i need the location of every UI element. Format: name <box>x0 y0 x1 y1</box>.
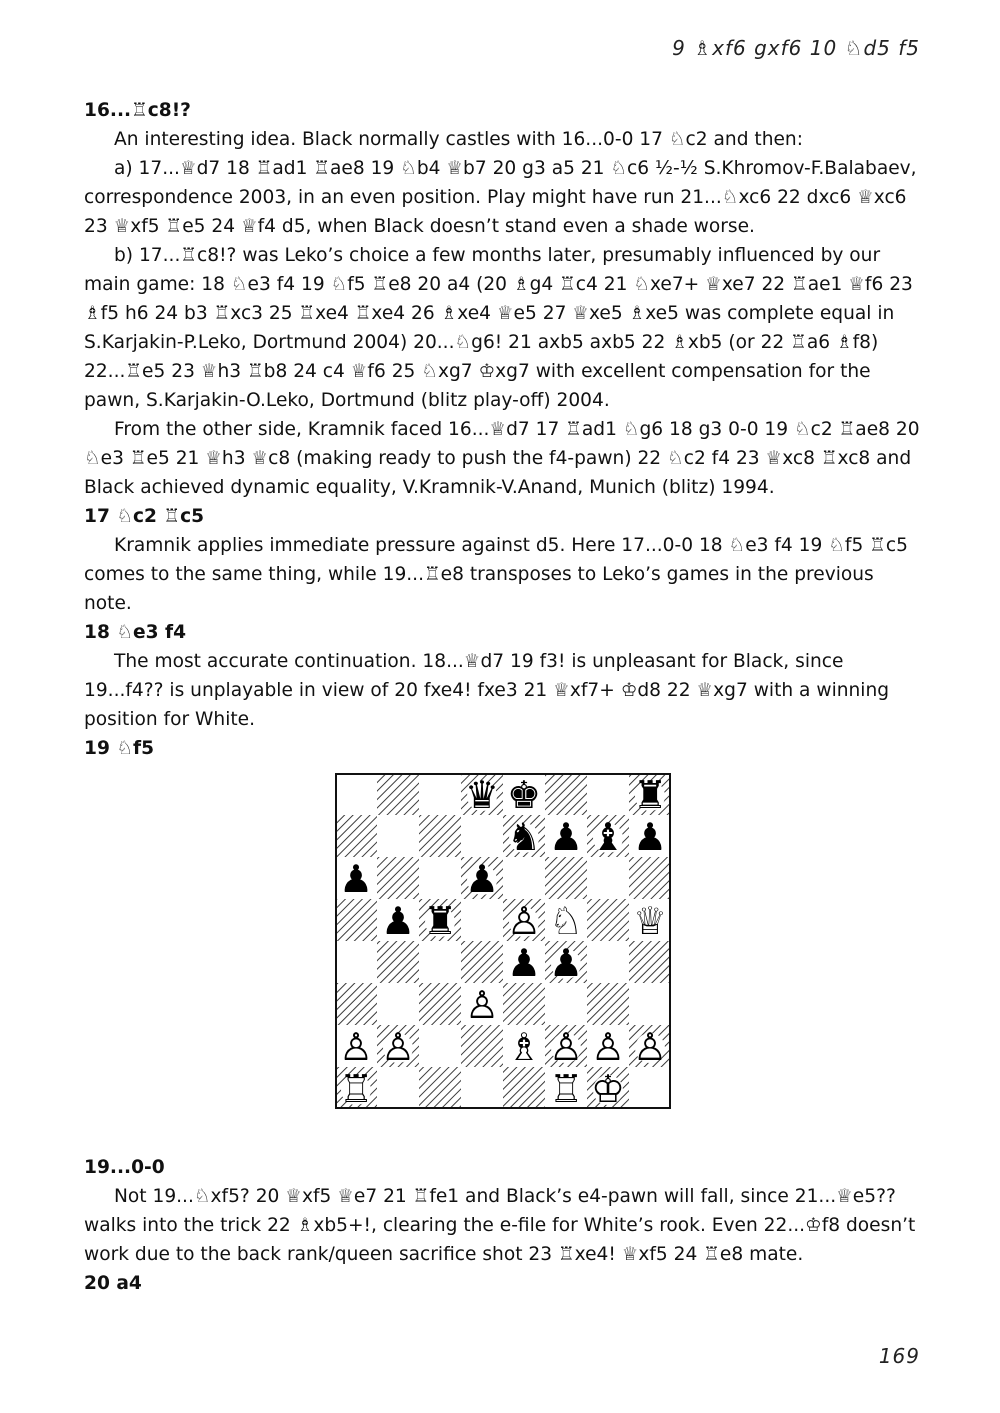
square-h4 <box>629 941 671 983</box>
square-c2 <box>419 1025 461 1067</box>
square-c4 <box>419 941 461 983</box>
body-paragraph: Not 19...♘xf5? 20 ♕xf5 ♕e7 21 ♖fe1 and Black’s e4-pawn will fall, since 21...♕e5?? walks into the trick 22 ♗xb5+!, clearing the e-file for White’s rook. Even 22...♔f8 doesn’t work due to the back rank/queen sacrifice shot 23 ♖xe4! ♕xf5 24 ♖e8 mate. <box>84 1186 916 1265</box>
square-e3 <box>503 983 545 1025</box>
black-piece-h7: ♟ <box>632 815 668 859</box>
white-piece-e5: ♙ <box>506 899 542 943</box>
square-g5 <box>587 899 629 941</box>
square-a8 <box>335 773 377 815</box>
black-piece-e7: ♞ <box>506 815 542 859</box>
white-piece-g1: ♔ <box>590 1067 626 1109</box>
square-c1 <box>419 1067 461 1109</box>
move-heading: 16...♖c8!? <box>84 100 191 121</box>
square-g8 <box>587 773 629 815</box>
move-heading: 19...0-0 <box>84 1157 165 1178</box>
square-b3 <box>377 983 419 1025</box>
move-heading: 18 ♘e3 f4 <box>84 622 187 643</box>
square-d5 <box>461 899 503 941</box>
square-c6 <box>419 857 461 899</box>
white-piece-g2: ♙ <box>590 1025 626 1069</box>
square-a4 <box>335 941 377 983</box>
square-c8 <box>419 773 461 815</box>
black-piece-f4: ♟ <box>548 941 584 985</box>
square-h1 <box>629 1067 671 1109</box>
white-piece-b2: ♙ <box>380 1025 416 1069</box>
running-head: 9 ♗xf6 gxf6 10 ♘d5 f5 <box>672 36 920 60</box>
square-c7 <box>419 815 461 857</box>
white-piece-h2: ♙ <box>632 1025 668 1069</box>
square-h6 <box>629 857 671 899</box>
move-heading: 20 a4 <box>84 1273 142 1294</box>
square-d7 <box>461 815 503 857</box>
black-piece-g7: ♝ <box>590 815 626 859</box>
body-paragraph: a) 17...♕d7 18 ♖ad1 ♖ae8 19 ♘b4 ♕b7 20 g3 a5 21 ♘c6 ½-½ S.Khromov-F.Balabaev, correspondence 2003, in an even position. Play might have run 21...♘xc6 22 dxc6 ♕xc6 23 ♕xf5 ♖e5 24 ♕f4 d5, when Black doesn’t stand even a shade worse. <box>84 158 917 237</box>
white-piece-f5: ♘ <box>548 899 584 943</box>
square-g3 <box>587 983 629 1025</box>
white-piece-e2: ♗ <box>506 1025 542 1069</box>
body-paragraph: Kramnik applies immediate pressure against d5. Here 17...0-0 18 ♘e3 f4 19 ♘f5 ♖c5 comes to the same thing, while 19...♖e8 transposes to Leko’s games in the previous note. <box>84 535 908 614</box>
square-b7 <box>377 815 419 857</box>
square-f8 <box>545 773 587 815</box>
body-paragraph: b) 17...♖c8!? was Leko’s choice a few months later, presumably influenced by our main game: 18 ♘e3 f4 19 ♘f5 ♖e8 20 a4 (20 ♗g4 ♖c4 21 ♘xe7+ ♕xe7 22 ♖ae1 ♕f6 23 ♗f5 h6 24 b3 ♖xc3 25 ♖xe4 ♖xe4 26 ♗xe4 ♕e5 27 ♕xe5 ♗xe5 was complete equal in S.Karjakin-P.Leko, Dortmund 2004) 20...♘g6! 21 axb5 axb5 22 ♗xb5 (or 22 ♖a6 ♗f8) 22...♖e5 23 ♕h3 ♖b8 24 c4 ♕f6 25 ♘xg7 ♔xg7 with excellent compensation for the pawn, S.Karjakin-O.Leko, Dortmund (blitz play-off) 2004. <box>84 245 913 411</box>
black-piece-h8: ♜ <box>632 773 668 817</box>
square-h3 <box>629 983 671 1025</box>
square-d4 <box>461 941 503 983</box>
square-b1 <box>377 1067 419 1109</box>
move-heading: 17 ♘c2 ♖c5 <box>84 506 205 527</box>
square-a5 <box>335 899 377 941</box>
black-piece-b5: ♟ <box>380 899 416 943</box>
square-g4 <box>587 941 629 983</box>
square-b4 <box>377 941 419 983</box>
square-g6 <box>587 857 629 899</box>
white-piece-f2: ♙ <box>548 1025 584 1069</box>
square-d1 <box>461 1067 503 1109</box>
text-block-bottom <box>84 1153 924 1298</box>
black-piece-f7: ♟ <box>548 815 584 859</box>
black-piece-c5: ♜ <box>422 899 458 943</box>
black-piece-a6: ♟ <box>338 857 374 901</box>
white-piece-h5: ♕ <box>632 899 668 943</box>
white-piece-d3: ♙ <box>464 983 500 1027</box>
square-b6 <box>377 857 419 899</box>
black-piece-d8: ♛ <box>464 773 500 817</box>
chess-diagram <box>335 773 671 1109</box>
black-piece-e8: ♚ <box>506 773 542 817</box>
square-e6 <box>503 857 545 899</box>
white-piece-a1: ♖ <box>338 1067 374 1109</box>
text-block-top <box>84 96 924 763</box>
square-f3 <box>545 983 587 1025</box>
chess-board <box>335 773 671 1109</box>
black-piece-e4: ♟ <box>506 941 542 985</box>
square-c3 <box>419 983 461 1025</box>
move-heading: 19 ♘f5 <box>84 738 155 759</box>
square-b8 <box>377 773 419 815</box>
square-a3 <box>335 983 377 1025</box>
square-a7 <box>335 815 377 857</box>
body-paragraph: An interesting idea. Black normally castles with 16...0-0 17 ♘c2 and then: <box>114 129 803 150</box>
square-f6 <box>545 857 587 899</box>
white-piece-a2: ♙ <box>338 1025 374 1069</box>
body-paragraph: The most accurate continuation. 18...♕d7 19 f3! is unpleasant for Black, since 19...f4?? is unplayable in view of 20 fxe4! fxe3 21 ♕xf7+ ♔d8 22 ♕xg7 with a winning position for White. <box>84 651 890 730</box>
square-e1 <box>503 1067 545 1109</box>
page-number: 169 <box>878 1344 920 1368</box>
body-paragraph: From the other side, Kramnik faced 16...♕d7 17 ♖ad1 ♘g6 18 g3 0-0 19 ♘c2 ♖ae8 20 ♘e3 ♖e5 21 ♕h3 ♕c8 (making ready to push the f4-pawn) 22 ♘c2 f4 23 ♕xc8 ♖xc8 and Black achieved dynamic equality, V.Kramnik-V.Anand, Munich (blitz) 1994. <box>84 419 920 498</box>
white-piece-f1: ♖ <box>548 1067 584 1109</box>
black-piece-d6: ♟ <box>464 857 500 901</box>
square-d2 <box>461 1025 503 1067</box>
